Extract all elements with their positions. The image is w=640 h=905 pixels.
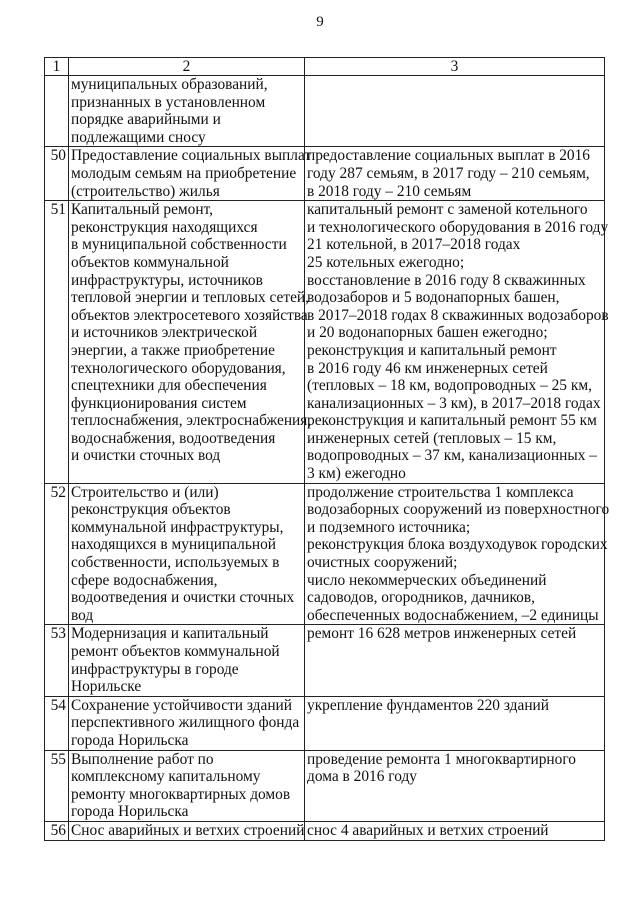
result-cell [305, 696, 605, 750]
table-row [45, 750, 605, 821]
measure-name-line: муниципальных образований, [71, 76, 268, 93]
measure-name-line: реконструкция находящихся [71, 218, 258, 236]
table-header-row [45, 58, 605, 76]
measure-name-cell [69, 696, 305, 750]
measure-name-line: Сохранение устойчивости зданий [71, 696, 293, 714]
measure-name-cell [69, 201, 312, 484]
measure-name-line: порядке аварийными и [71, 111, 221, 129]
result-line: дома в 2016 году [307, 768, 417, 786]
result-line: 3 км) ежегодно [307, 465, 406, 483]
measure-name-line: Снос аварийных и ветхих строений [71, 821, 305, 839]
result-line: канализационных – 3 км), в 2017–2018 годах [307, 394, 601, 412]
result-line: водопроводных – 37 км, канализационных – [307, 447, 597, 465]
measure-name-cell [69, 625, 305, 696]
result-line: очистных сооружений; [307, 554, 458, 572]
result-line: году 287 семьям, в 2017 году – 210 семьям, [307, 164, 590, 182]
measure-name-line: и источников электрической [71, 324, 258, 342]
result-line: снос 4 аварийных и ветхих строений [307, 821, 549, 839]
measure-name-line: (строительство) жилья [71, 182, 220, 200]
measure-name-line: в муниципальной собственности [71, 236, 287, 254]
result-cell [305, 483, 610, 625]
result-line: ремонт 16 628 метров инженерных сетей [307, 625, 577, 643]
measure-name-line: энергии, а также приобретение [71, 341, 275, 359]
result-cell [305, 147, 605, 201]
result-line: восстановление в 2016 году 8 скважинных [307, 271, 586, 289]
result-line: реконструкция и капитальный ремонт [307, 341, 557, 359]
result-line: и технологического оборудования в 2016 году [307, 218, 609, 236]
measure-name-line: коммунальной инфраструктуры, [71, 518, 284, 536]
row-number [45, 76, 69, 147]
table-row [45, 821, 605, 840]
row-number: 55 [45, 750, 69, 821]
result-line: водозаборных сооружений из поверхностного [307, 501, 610, 519]
result-cell [305, 625, 605, 696]
measure-name-line: технологического оборудования, [71, 359, 286, 377]
result-line: укрепление фундаментов 220 зданий [307, 696, 550, 714]
row-number: 52 [45, 483, 69, 625]
measure-name-line: ремонт объектов коммунальной [71, 643, 280, 660]
measure-name-line: теплоснабжения, электроснабжения, [71, 412, 312, 430]
result-line: садоводов, огородников, дачников, [307, 589, 535, 607]
result-line: 21 котельной, в 2017–2018 годах [307, 236, 521, 254]
measure-name-line: Строительство и (или) [71, 483, 219, 501]
measure-name-line: Выполнение работ по [71, 750, 214, 768]
result-line: число некоммерческих объединений [307, 571, 547, 589]
result-line: продолжение строительства 1 комплекса [307, 483, 574, 501]
measure-name-line: Модернизация и капитальный [71, 625, 269, 643]
measure-name-line: подлежащими сносу [71, 128, 206, 146]
measure-name-line: тепловой энергии и тепловых сетей, [71, 289, 310, 307]
header-col-1: 1 [45, 58, 69, 76]
result-line: водозаборов и 5 водонапорных башен, [307, 289, 560, 307]
measure-name-line: молодым семьям на приобретение [71, 164, 297, 182]
row-number: 51 [45, 201, 69, 484]
measure-name-line: находящихся в муниципальной [71, 536, 276, 554]
row-number: 56 [45, 821, 69, 840]
result-line: в 2016 году 46 км инженерных сетей [307, 359, 548, 377]
page-number: 9 [316, 14, 324, 30]
result-cell [305, 76, 605, 147]
measure-name-line: комплексному капитальному [71, 768, 261, 786]
measure-name-line: сфере водоснабжения, [71, 571, 218, 589]
measure-name-line: инфраструктуры, источников [71, 271, 263, 289]
header-col-2: 2 [69, 58, 305, 76]
result-line: в 2018 году – 210 семьям [307, 182, 472, 200]
measure-name-line: ремонту многоквартирных домов [71, 785, 291, 803]
measure-name-cell [69, 821, 305, 840]
result-line: реконструкция блока воздуходувок городских [307, 536, 608, 554]
result-line: в 2017–2018 годах 8 скважинных водозаборов [307, 306, 609, 324]
result-line: проведение ремонта 1 многоквартирного [307, 750, 576, 768]
measure-name-line: реконструкция объектов [71, 501, 231, 519]
result-line: реконструкция и капитальный ремонт 55 км [307, 412, 597, 430]
table-body [45, 76, 610, 841]
measure-name-cell [69, 147, 312, 201]
measure-name-line: водоотведения и очистки сточных [71, 589, 295, 607]
measure-name-line: перспективного жилищного фонда [71, 714, 300, 732]
measure-name-line: инфраструктуры в городе [71, 660, 239, 678]
measure-name-line: объектов электросетевого хозяйства [71, 306, 308, 324]
row-number: 53 [45, 625, 69, 696]
measure-name-cell [69, 76, 305, 147]
measure-name-line: собственности, используемых в [71, 554, 280, 572]
measure-name-line: Капитальный ремонт, [71, 201, 214, 219]
table-row [45, 483, 605, 625]
measure-name-cell [69, 483, 305, 625]
result-line: обеспеченных водоснабжением, –2 единицы [307, 606, 599, 624]
result-cell [305, 821, 605, 840]
header-col-3: 3 [305, 58, 605, 76]
table-row [45, 147, 605, 201]
measures-table [44, 57, 610, 841]
result-line: (тепловых – 18 км, водопроводных – 25 км, [307, 377, 592, 395]
measure-name-line: функционирования систем [71, 394, 247, 412]
result-cell [305, 750, 605, 821]
table-row [45, 696, 605, 750]
measure-name-line: и очистки сточных вод [71, 447, 221, 465]
measure-name-line: города Норильска [71, 803, 189, 821]
measure-name-line: города Норильска [71, 731, 189, 749]
result-line: 25 котельных ежегодно; [307, 253, 465, 271]
measure-name-line: водоснабжения, водоотведения [71, 429, 276, 447]
row-number: 50 [45, 147, 69, 201]
result-line: капитальный ремонт с заменой котельного [307, 201, 588, 219]
measure-name-line: Предоставление социальных выплат [71, 147, 312, 165]
measure-name-line: признанных в установленном [71, 93, 266, 111]
result-cell [305, 201, 609, 484]
row-number: 54 [45, 696, 69, 750]
measure-name-line: вод [71, 606, 94, 624]
measure-name-line: Норильске [71, 678, 142, 696]
measure-name-line: объектов коммунальной [71, 253, 229, 271]
table-row [45, 76, 605, 147]
measure-name-line: спецтехники для обеспечения [71, 377, 267, 395]
result-line: и подземного источника; [307, 518, 471, 536]
table-row [45, 625, 605, 696]
result-line: и 20 водонапорных башен ежегодно; [307, 324, 548, 342]
table-row [45, 201, 605, 484]
result-line: инженерных сетей (тепловых – 15 км, [307, 429, 557, 447]
measure-name-cell [69, 750, 305, 821]
result-line: предоставление социальных выплат в 2016 [307, 147, 590, 165]
